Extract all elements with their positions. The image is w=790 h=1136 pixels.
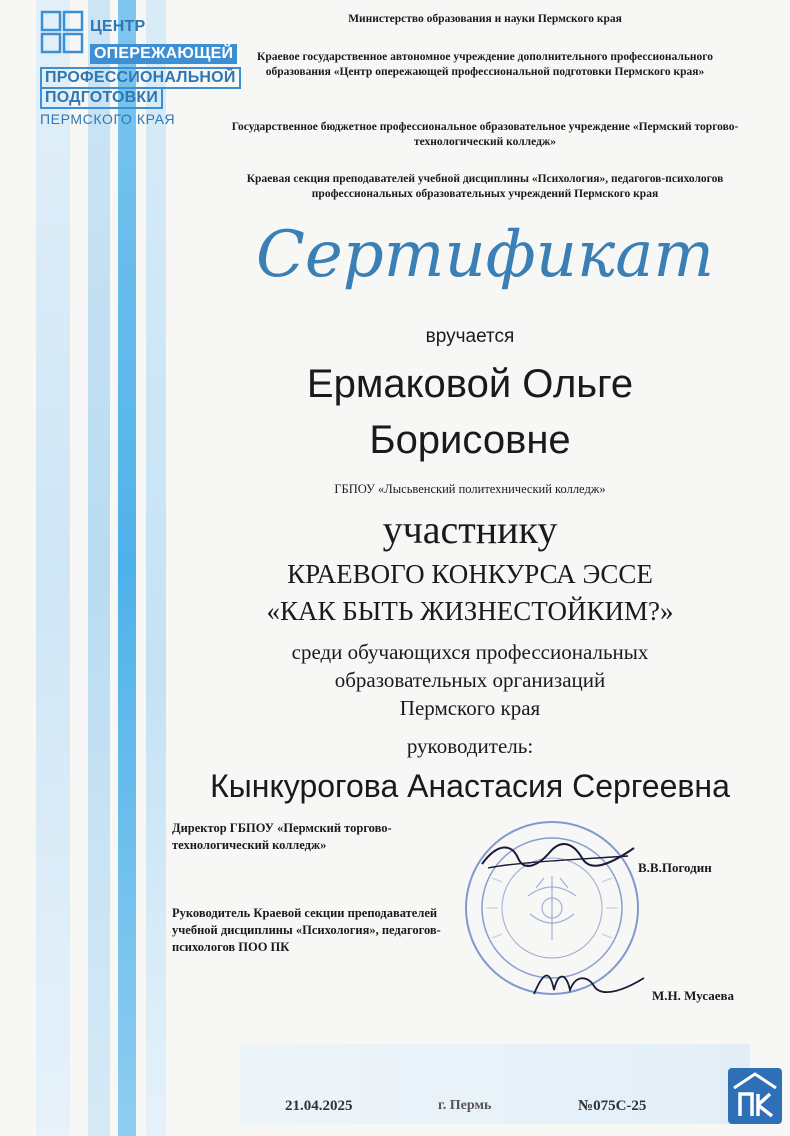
recipient-name-line2: Борисовне bbox=[369, 418, 571, 462]
certificate-title: Сертификат bbox=[255, 218, 715, 292]
head-signature-icon bbox=[528, 960, 648, 1004]
decorative-stripe bbox=[88, 0, 110, 1136]
issue-date: 21.04.2025 bbox=[285, 1098, 353, 1114]
contest-line2: «КАК БЫТЬ ЖИЗНЕСТОЙКИМ?» bbox=[266, 596, 674, 626]
director-signature-icon bbox=[478, 836, 638, 878]
contest-line1: КРАЕВОГО КОНКУРСА ЭССЕ bbox=[287, 559, 653, 589]
college-header: Государственное бюджетное профессиональное образовательное учреждение «Пермский торгово-технологический колледж» bbox=[231, 121, 739, 148]
decorative-stripe bbox=[36, 0, 70, 1136]
college-emblem-icon bbox=[726, 1066, 784, 1126]
among-line2: образовательных организаций bbox=[334, 668, 606, 692]
recipient-role: участнику bbox=[382, 507, 558, 552]
logo-line: ПРОФЕССИОНАЛЬНОЙ bbox=[40, 67, 241, 89]
among-line1: среди обучающихся профессиональных bbox=[291, 640, 649, 664]
among-line3: Пермского края bbox=[399, 696, 541, 720]
logo-line: ОПЕРЕЖАЮЩЕЙ bbox=[90, 44, 237, 64]
logo-line: ПОДГОТОВКИ bbox=[40, 89, 163, 109]
section-head-title: Руководитель Краевой секции преподавателей учебной дисциплины «Психология», педагогов-психологов ПОО ПК bbox=[172, 906, 441, 954]
logo-mark-icon bbox=[40, 10, 84, 54]
supervisor-name: Кынкурогова Анастасия Сергеевна bbox=[210, 768, 730, 804]
certificate-number: №075С-25 bbox=[578, 1098, 647, 1114]
issue-city: г. Пермь bbox=[438, 1098, 492, 1113]
center-header: Краевое государственное автономное учреждение дополнительного профессионального образования «Центр опережающей профессиональной подготовки Пермского края» bbox=[257, 51, 713, 78]
section-head-name: М.Н. Мусаева bbox=[652, 988, 735, 1003]
section-header: Краевая секция преподавателей учебной дисциплины «Психология», педагогов-психологов профессиональных образовательных учреждений Пермского края bbox=[246, 173, 724, 200]
decorative-stripe bbox=[118, 0, 136, 1136]
recipient-college: ГБПОУ «Лысьвенский политехнический колледж» bbox=[334, 482, 606, 496]
director-title: Директор ГБПОУ «Пермский торгово-технологический колледж» bbox=[172, 821, 392, 852]
awarded-text: вручается bbox=[425, 326, 515, 347]
recipient-name-line1: Ермаковой Ольге bbox=[306, 362, 634, 406]
supervisor-label: руководитель: bbox=[406, 734, 534, 758]
logo-line: ПЕРМСКОГО КРАЯ bbox=[40, 111, 176, 127]
ministry-header: Министерство образования и науки Пермского края bbox=[348, 13, 622, 25]
logo-line: ЦЕНТР bbox=[90, 18, 146, 35]
director-name: В.В.Погодин bbox=[638, 860, 712, 875]
